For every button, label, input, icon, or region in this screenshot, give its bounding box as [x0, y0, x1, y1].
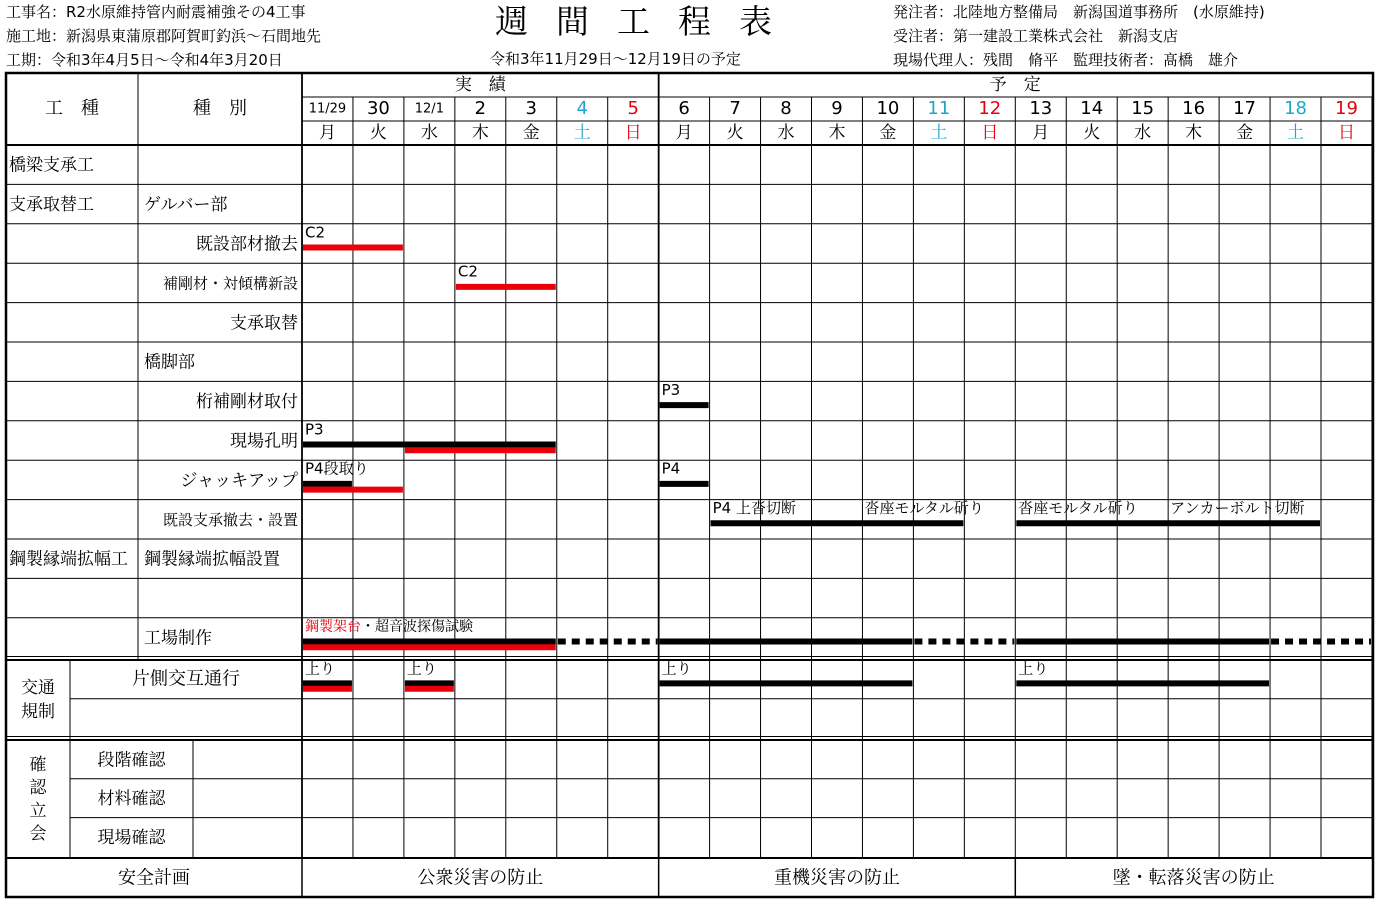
- project-name: 工事名：R2水原維持管内耐震補強その4工事: [6, 3, 306, 21]
- day-of-week: 日: [624, 123, 642, 143]
- row-shubetsu-label: 工場制作: [144, 628, 212, 649]
- section-plan: 予 定: [989, 75, 1041, 95]
- confirm-label: 立: [29, 801, 47, 821]
- confirm-label: 確: [29, 755, 47, 775]
- day-of-week: 水: [420, 123, 438, 143]
- day-of-week: 月: [318, 123, 336, 143]
- day-date: 10: [876, 98, 900, 119]
- row-kouji-label: 鋼製縁端拡幅工: [9, 549, 128, 570]
- day-date: 19: [1335, 98, 1358, 119]
- day-date: 12: [978, 98, 1002, 119]
- safety-item: 墜・転落災害の防止: [1112, 867, 1275, 889]
- day-date: 14: [1080, 98, 1104, 119]
- day-of-week: 土: [1287, 123, 1305, 143]
- row-shubetsu-label: 桁補剛材取付: [196, 392, 298, 413]
- day-date: 11/29: [308, 101, 347, 117]
- bar-label: P3: [305, 420, 324, 439]
- column-header-kouji: 工 種: [45, 98, 99, 119]
- day-date: 30: [366, 98, 390, 119]
- day-date: 3: [525, 98, 538, 119]
- day-of-week: 火: [726, 123, 744, 143]
- construction-period: 工期：令和3年4月5日～令和4年3月20日: [6, 51, 283, 69]
- day-date: 15: [1131, 98, 1155, 119]
- traffic-label: 規制: [21, 702, 55, 722]
- schedule-period: 令和3年11月29日～12月19日の予定: [490, 50, 741, 68]
- day-date: 7: [729, 98, 741, 119]
- day-of-week: 木: [1185, 123, 1203, 143]
- day-date: 16: [1182, 98, 1206, 119]
- bar-label: 沓座モルタル斫り: [864, 499, 984, 518]
- day-of-week: 月: [675, 123, 693, 143]
- bar-label: C2: [457, 262, 478, 281]
- day-of-week: 土: [573, 123, 591, 143]
- row-shubetsu-label: 既設支承撤去・設置: [162, 510, 298, 529]
- day-date: 8: [780, 98, 792, 119]
- confirm-row-label: 現場確認: [97, 828, 166, 848]
- day-date: 17: [1233, 98, 1257, 119]
- factory-bar-label: 鋼製架台・超音波探傷試験: [305, 618, 473, 635]
- day-date: 4: [576, 98, 588, 119]
- bar-label: 上り: [661, 659, 692, 678]
- row-shubetsu-label: 現場孔明: [230, 431, 298, 452]
- row-shubetsu-label: 鋼製縁端拡幅設置: [144, 549, 280, 570]
- day-date: 5: [627, 98, 639, 119]
- bar-label: 上り: [1018, 659, 1049, 678]
- confirm-label: 会: [29, 824, 47, 844]
- day-date: 13: [1029, 98, 1053, 119]
- contractor: 受注者：第一建設工業株式会社 新潟支店: [893, 27, 1179, 45]
- bar-label: C2: [305, 223, 326, 242]
- bar-label: P4段取り: [305, 459, 369, 478]
- day-date: 18: [1284, 98, 1307, 119]
- day-of-week: 木: [828, 123, 846, 143]
- site-agent: 現場代理人：残間 脩平 監理技術者：髙橋 雄介: [893, 51, 1239, 69]
- bar-label: P4 上沓切断: [712, 499, 796, 518]
- confirm-row-label: 材料確認: [97, 789, 166, 810]
- bar-label: 沓座モルタル斫り: [1018, 499, 1138, 518]
- traffic-row-label: 片側交互通行: [132, 668, 240, 690]
- row-kouji-label: 支承取替工: [9, 195, 94, 216]
- day-of-week: 土: [930, 123, 948, 143]
- day-of-week: 日: [1337, 123, 1355, 143]
- row-shubetsu-label: 橋脚部: [144, 352, 195, 373]
- traffic-label: 交通: [21, 678, 55, 698]
- day-date: 12/1: [414, 101, 444, 117]
- day-of-week: 金: [879, 123, 897, 143]
- day-of-week: 火: [369, 123, 387, 143]
- row-shubetsu-label: 既設部材撤去: [196, 234, 298, 255]
- section-actual: 実 績: [454, 75, 506, 95]
- row-kouji-label: 橋梁支承工: [9, 155, 94, 176]
- row-shubetsu-label: ジャッキアップ: [180, 470, 298, 491]
- day-of-week: 月: [1032, 123, 1050, 143]
- confirm-row-label: 段階確認: [97, 750, 166, 771]
- day-date: 9: [831, 98, 843, 119]
- safety-item: 公衆災害の防止: [417, 867, 544, 889]
- day-of-week: 金: [1236, 123, 1254, 143]
- day-of-week: 日: [981, 123, 999, 143]
- day-of-week: 水: [1134, 123, 1152, 143]
- safety-label: 安全計画: [118, 867, 190, 889]
- row-shubetsu-label: 補剛材・対傾構新設: [162, 274, 298, 293]
- orderer: 発注者：北陸地方整備局 新潟国道事務所 (水原維持): [893, 3, 1265, 21]
- bar-label: P3: [661, 380, 681, 399]
- column-header-shubetsu: 種 別: [193, 98, 247, 119]
- day-of-week: 水: [777, 123, 795, 143]
- day-of-week: 火: [1083, 123, 1101, 143]
- bar-label: アンカーボルト切断: [1170, 499, 1305, 518]
- bar-label: P4: [661, 459, 681, 478]
- bar-label: 上り: [406, 659, 437, 678]
- site-location: 施工地：新潟県東蒲原郡阿賀町釣浜～石間地先: [6, 27, 322, 45]
- day-date: 2: [474, 98, 487, 119]
- day-of-week: 木: [471, 123, 489, 143]
- page-title: 週間工程表: [495, 2, 800, 41]
- day-date: 6: [678, 98, 690, 119]
- safety-item: 重機災害の防止: [773, 867, 900, 889]
- confirm-label: 認: [29, 778, 47, 798]
- day-date: 11: [927, 98, 951, 119]
- row-shubetsu-label: 支承取替: [230, 313, 298, 334]
- day-of-week: 金: [522, 123, 540, 143]
- bar-label: 上り: [305, 659, 336, 678]
- row-shubetsu-label: ゲルバー部: [144, 195, 228, 216]
